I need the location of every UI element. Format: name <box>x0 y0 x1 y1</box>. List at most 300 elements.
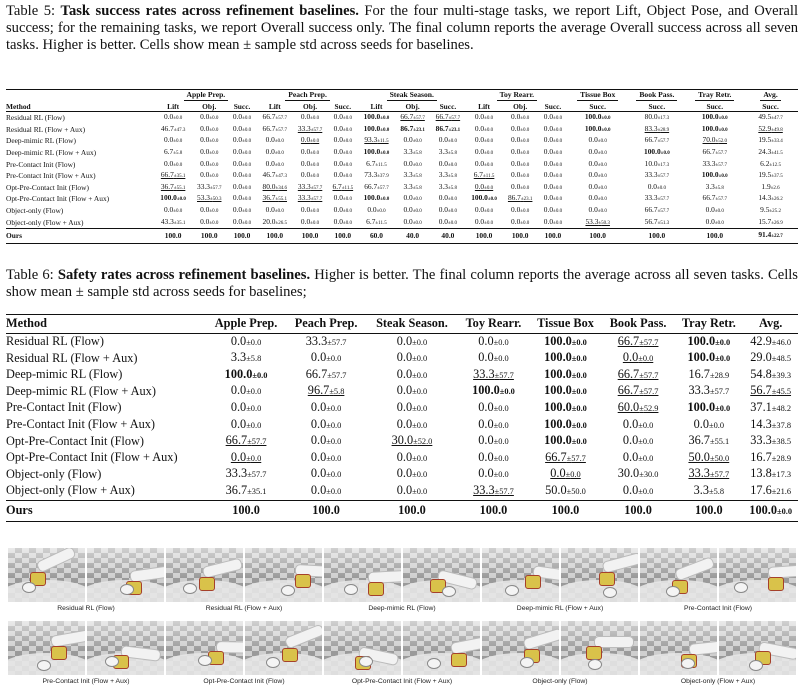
table5-cell <box>328 112 358 124</box>
manipulated-object <box>120 584 134 595</box>
table5-group-header <box>358 90 466 102</box>
cell-mean: 36.7 <box>225 482 248 497</box>
cell-std-value: 0.0 <box>486 220 494 226</box>
table5-cell <box>257 159 292 171</box>
table6-cell <box>458 400 529 417</box>
table6-cell <box>206 450 286 467</box>
cell-std: ± <box>412 453 417 463</box>
table5-cell <box>430 147 465 159</box>
cell-mean: 100.0 <box>471 193 488 203</box>
table6-ours-cell <box>674 500 743 522</box>
cell-std: ± <box>173 220 177 226</box>
table5-cell <box>686 112 743 124</box>
cell-std-value: 23.1 <box>416 127 425 133</box>
cell-std: ± <box>275 220 279 226</box>
cell-std: ± <box>274 162 278 168</box>
cell-std: ± <box>173 162 176 168</box>
cell-mean: 0.0 <box>200 204 210 214</box>
cell-mean: 0.0 <box>588 193 598 203</box>
table6-cell <box>366 483 458 500</box>
cell-std-value: 0.0 <box>555 150 563 156</box>
cell-mean: 100.0 <box>544 433 572 448</box>
cell-mean: 100.0 <box>334 231 352 241</box>
cell-std: ± <box>376 208 380 214</box>
cell-std: ± <box>342 150 346 156</box>
cell-std: ± <box>718 174 722 180</box>
table5-cell <box>538 159 568 171</box>
cell-std: ± <box>242 174 245 180</box>
table5-cell <box>292 205 327 217</box>
cell-mean: 0.0 <box>265 135 275 145</box>
table5-cell <box>395 217 430 229</box>
cell-std: ± <box>553 174 556 180</box>
table5-cell <box>227 217 257 229</box>
cell-std: ± <box>412 470 417 480</box>
table5-cell <box>155 147 192 159</box>
table5-subheader: Succ. <box>743 102 798 112</box>
cell-std: ± <box>275 116 279 122</box>
cell-std: ± <box>553 116 556 122</box>
cell-std: ± <box>771 139 775 145</box>
cell-std-value: 5.8 <box>450 150 458 156</box>
table5-cell <box>192 147 227 159</box>
cell-std: ± <box>242 127 245 133</box>
cell-mean: 33.3 <box>297 123 311 133</box>
cell-std-value: 0.0 <box>416 354 428 364</box>
table5-cell <box>430 170 465 182</box>
robot-arm <box>202 558 243 579</box>
table6-cell <box>674 333 743 350</box>
robot-arm <box>35 548 76 573</box>
table6-cell <box>458 466 529 483</box>
table5-empty-header <box>6 90 155 102</box>
cell-mean: 3.3 <box>403 170 413 180</box>
cell-std: ± <box>375 220 379 226</box>
figure-panel <box>8 621 164 691</box>
cell-std: ± <box>447 162 451 168</box>
cell-std: ± <box>173 174 177 180</box>
table6-cell <box>743 400 798 417</box>
cell-mean: 0.0 <box>310 466 327 481</box>
table5-ours-cell <box>328 229 358 244</box>
table6-cell <box>529 483 602 500</box>
cell-mean: 0.0 <box>647 181 657 191</box>
cell-mean: 33.3 <box>644 170 658 180</box>
manipulated-object <box>666 586 680 597</box>
table5-subheader: Lift <box>257 102 292 112</box>
manipulated-object <box>281 585 295 596</box>
table6-cell <box>674 350 743 367</box>
table6-cell <box>366 333 458 350</box>
cell-std-value: 0.0 <box>486 150 494 156</box>
cell-mean: 0.0 <box>396 416 413 431</box>
cell-mean: 100.0 <box>648 231 666 241</box>
table6-cell <box>206 483 286 500</box>
cell-std: ± <box>242 220 245 226</box>
table5-cell <box>155 112 192 124</box>
table6-cell <box>286 466 366 483</box>
cell-mean: 3.3 <box>693 482 709 497</box>
cell-std-value: 0.0 <box>244 150 252 156</box>
table5-group-header <box>155 90 258 102</box>
cell-mean: 0.0 <box>438 135 448 145</box>
cell-std: ± <box>639 403 644 413</box>
table5-cell <box>227 147 257 159</box>
table-row <box>6 170 798 182</box>
cell-std-value: 57.7 <box>714 470 730 480</box>
cell-std: ± <box>571 437 577 447</box>
cell-std: ± <box>412 139 416 145</box>
cell-mean: 0.0 <box>300 204 311 214</box>
cell-std-value: 0.0 <box>523 220 530 226</box>
cell-std: ± <box>173 185 177 191</box>
simulation-frame <box>719 621 796 675</box>
cell-std: ± <box>639 370 644 380</box>
cell-std-value: 5.8 <box>713 486 725 496</box>
table5-cell <box>155 217 192 229</box>
cell-mean: 0.0 <box>478 449 494 464</box>
table5-ours-cell <box>192 229 227 244</box>
cell-std-value: 47.3 <box>176 127 186 133</box>
cell-mean: 66.7 <box>400 112 414 122</box>
table5-subheader: Succ. <box>227 102 257 112</box>
cell-mean: 50.0 <box>545 482 567 497</box>
simulation-frame <box>324 621 401 675</box>
cell-std-value: 0.0 <box>244 139 252 145</box>
cell-std-value: 0.0 <box>277 208 284 214</box>
cell-std-value: 0.0 <box>450 220 458 226</box>
cell-mean: 100.0 <box>551 503 580 518</box>
table6-cell <box>743 350 798 367</box>
cell-std: ± <box>553 162 556 168</box>
cell-mean: 3.3 <box>403 146 413 156</box>
table6-cell <box>286 383 366 400</box>
table5-ours-cell <box>257 229 292 244</box>
table5-cell <box>395 135 430 147</box>
cell-mean: 0.0 <box>588 181 598 191</box>
cell-mean: 0.0 <box>474 146 485 156</box>
cell-mean: 66.7 <box>617 333 640 348</box>
cell-mean: 66.7 <box>702 146 716 156</box>
figure-panel <box>166 621 322 691</box>
cell-mean: 100.0 <box>544 366 572 381</box>
cell-mean: 100.0 <box>160 193 177 203</box>
cell-mean: 100.0 <box>687 350 716 365</box>
cell-std-value: 47.3 <box>278 174 288 180</box>
cell-std: ± <box>553 127 556 133</box>
cell-mean: 0.0 <box>333 204 343 214</box>
cell-std-value: 55.1 <box>278 197 288 203</box>
table6-cell <box>529 367 602 384</box>
cell-std: ± <box>714 208 718 214</box>
table5-cell <box>503 193 538 205</box>
simulation-frame <box>245 548 322 602</box>
table5-cell <box>568 205 627 217</box>
cell-mean: 33.3 <box>750 433 772 448</box>
cell-std: ± <box>176 197 180 203</box>
table-row <box>6 193 798 205</box>
cell-std-value: 57.7 <box>643 337 659 347</box>
table5-cell <box>503 217 538 229</box>
cell-std-value: 0.0 <box>486 185 494 191</box>
cell-mean: 0.0 <box>396 449 413 464</box>
cell-std-value: 0.0 <box>498 470 509 480</box>
cell-std-value: 28.9 <box>776 453 792 463</box>
cell-std-value: 0.0 <box>345 127 352 133</box>
panel-frames <box>640 621 796 675</box>
cell-mean: 0.0 <box>230 449 247 464</box>
simulation-frame <box>87 548 164 602</box>
cell-mean: 0.0 <box>333 193 343 203</box>
table6-cell <box>743 383 798 400</box>
cell-mean: 70.0 <box>702 135 716 145</box>
cell-std-value: 0.0 <box>450 197 458 203</box>
cell-std: ± <box>771 197 775 203</box>
cell-std: ± <box>209 127 213 133</box>
table5-cell <box>358 193 395 205</box>
cell-std: ± <box>494 370 500 380</box>
cell-mean: 33.3 <box>225 466 248 481</box>
cell-std-value: 0.0 <box>523 208 530 214</box>
cell-mean: 16.7 <box>688 366 710 381</box>
cell-mean: 0.0 <box>543 135 554 145</box>
cell-std-value: 11.5 <box>378 220 387 226</box>
method-name: Ours <box>6 229 155 244</box>
cell-mean: 100.0 <box>363 123 381 133</box>
cell-std: ± <box>708 420 714 430</box>
cell-std: ± <box>709 370 715 380</box>
cell-std: ± <box>209 116 213 122</box>
cell-std: ± <box>447 208 451 214</box>
table5-caption <box>6 3 798 54</box>
cell-mean: 100.0 <box>301 231 319 241</box>
table5-cell <box>466 135 503 147</box>
cell-std-value: 0.0 <box>486 139 494 145</box>
cell-std-value: 0.0 <box>383 116 390 122</box>
cell-std: ± <box>209 150 213 156</box>
cell-std: ± <box>771 337 777 347</box>
method-name: Pre-Contact Init (Flow + Aux) <box>6 171 96 181</box>
cell-std-value: 48.2 <box>776 403 792 413</box>
table5-cell <box>257 147 292 159</box>
cell-std-value: 26.5 <box>278 220 288 226</box>
cell-mean: 60.0 <box>369 231 383 241</box>
table5-cell <box>627 182 686 194</box>
manipulated-object <box>105 656 119 667</box>
table5-cell <box>192 135 227 147</box>
cell-std: ± <box>247 486 252 496</box>
cell-std-value: 57.7 <box>643 370 659 380</box>
cell-std-value: 57.7 <box>416 116 425 122</box>
cell-mean: 0.0 <box>474 123 485 133</box>
table5-cell <box>466 170 503 182</box>
cell-mean: 80.0 <box>262 181 276 191</box>
method-name: Opt-Pre-Contact Init (Flow + Aux) <box>6 194 110 204</box>
method-name: Deep-mimic RL (Flow + Aux) <box>6 383 156 398</box>
cell-std-value: 0.0 <box>498 403 509 413</box>
cell-std: ± <box>447 185 451 191</box>
cell-std-value: 0.0 <box>312 208 320 214</box>
table6-cell <box>286 433 366 450</box>
cell-std-value: 57.7 <box>499 486 514 496</box>
cell-std-value: 37.8 <box>776 420 792 430</box>
cell-mean: 10.0 <box>644 158 658 168</box>
manipulated-object <box>520 657 534 668</box>
cell-std-value: 0.0 <box>312 162 320 168</box>
table6-cell <box>743 333 798 350</box>
cell-mean: 33.3 <box>473 366 495 381</box>
table6-cell <box>743 433 798 450</box>
table5-cell <box>743 147 798 159</box>
table5-cell <box>743 159 798 171</box>
tabletop-surface <box>403 653 480 675</box>
cell-std: ± <box>380 197 384 203</box>
cell-std-value: 0.0 <box>642 354 654 364</box>
cell-std-value: 0.0 <box>555 208 563 214</box>
table6-cell <box>458 433 529 450</box>
table-row <box>6 205 798 217</box>
cell-mean: 100.0 <box>475 231 493 241</box>
cell-std-value: 57.7 <box>278 116 288 122</box>
table5-cell <box>358 147 395 159</box>
cell-std-value: 57.7 <box>251 470 267 480</box>
cell-std: ± <box>327 370 332 380</box>
cell-std: ± <box>571 403 577 413</box>
cell-std: ± <box>342 139 346 145</box>
table-row <box>6 112 798 124</box>
cell-std-value: 0.0 <box>555 116 563 122</box>
table5-cell <box>227 170 257 182</box>
table5-cell <box>328 159 358 171</box>
table5-cell <box>430 124 465 136</box>
cell-mean: 0.0 <box>478 466 494 481</box>
table5-cell <box>155 182 192 194</box>
table5-cell <box>686 217 743 229</box>
cell-std: ± <box>770 185 774 191</box>
cell-std-value: 0.0 <box>312 220 320 226</box>
cell-std-value: 0.0 <box>175 116 183 122</box>
cell-mean: 100.0 <box>472 383 500 398</box>
cell-std: ± <box>771 234 775 240</box>
table-row <box>6 182 798 194</box>
table5-cell <box>328 135 358 147</box>
cell-std-value: 0.0 <box>713 420 725 430</box>
cell-mean: 36.7 <box>160 181 174 191</box>
table5-group-header <box>743 90 798 102</box>
table5-ours-cell <box>686 229 743 244</box>
table5-cell <box>358 124 395 136</box>
panel-label: Pre-Contact Init (Flow) <box>684 605 752 612</box>
cell-mean: 0.0 <box>200 112 210 122</box>
panel-label: Residual RL (Flow) <box>57 605 115 612</box>
cell-mean: 91.4 <box>758 230 772 240</box>
table5-cell <box>538 124 568 136</box>
manipulated-object <box>749 660 763 671</box>
method-name: Deep-mimic RL (Flow) <box>6 367 123 382</box>
cell-std-value: 0.0 <box>250 337 262 347</box>
table5-cell <box>466 112 503 124</box>
cell-mean: 86.7 <box>435 123 449 133</box>
cell-std-value: 0.0 <box>244 127 252 133</box>
table6-cell <box>529 333 602 350</box>
cell-std: ± <box>718 127 722 133</box>
cell-std-value: 0.0 <box>244 116 252 122</box>
tabletop-surface <box>640 653 717 675</box>
table5-cell <box>627 135 686 147</box>
table6-caption-title: Safety rates across refinement baselines. <box>57 267 311 283</box>
table5-cell <box>430 159 465 171</box>
table6-cell <box>674 400 743 417</box>
cell-std-value: 50.0 <box>714 453 730 463</box>
cell-std-value: 0.0 <box>250 420 262 430</box>
table5-subheader: Obj. <box>292 102 327 112</box>
cell-mean: 0.0 <box>478 416 494 431</box>
table5-cell <box>466 193 503 205</box>
table6-cell <box>602 367 675 384</box>
table5-cell <box>227 124 257 136</box>
table6-ours-row <box>6 500 798 522</box>
cell-std-value: 55.1 <box>176 185 186 191</box>
table5-cell <box>743 135 798 147</box>
cell-std-value: 0.0 <box>277 162 284 168</box>
cell-mean: 0.0 <box>300 135 311 145</box>
cell-std: ± <box>412 174 416 180</box>
cell-mean: 100.0 <box>701 170 719 180</box>
table5-ours-cell <box>395 229 430 244</box>
cell-std-value: 0.0 <box>415 139 422 145</box>
simulation-frame <box>166 548 243 602</box>
robot-hand <box>295 574 311 588</box>
cell-std: ± <box>412 486 417 496</box>
table5-cell <box>358 205 395 217</box>
cell-std: ± <box>342 127 346 133</box>
cell-std: ± <box>638 420 643 430</box>
table5-cell <box>328 182 358 194</box>
cell-mean: 0.0 <box>622 433 639 448</box>
cell-std: ± <box>326 486 331 496</box>
cell-mean: 0.0 <box>310 350 327 365</box>
panel-frames <box>640 548 796 602</box>
cell-std: ± <box>771 437 777 447</box>
cell-std: ± <box>520 127 524 133</box>
cell-std: ± <box>657 139 661 145</box>
tabletop-surface <box>324 580 401 602</box>
cell-std-value: 0.0 <box>345 162 352 168</box>
table5-cell <box>155 135 192 147</box>
cell-mean: 9.5 <box>760 204 770 214</box>
table6-cell <box>286 450 366 467</box>
cell-std-value: 0.0 <box>330 354 342 364</box>
cell-std-value: 0.0 <box>555 162 563 168</box>
table5-group-header <box>627 90 686 102</box>
cell-std: ± <box>520 150 524 156</box>
robot-hand <box>199 577 215 591</box>
cell-std-value: 37.9 <box>379 174 389 180</box>
cell-mean: 0.0 <box>200 146 210 156</box>
cell-std-value: 35.1 <box>251 486 267 496</box>
robot-hand <box>51 646 67 660</box>
cell-std-value: 50.0 <box>571 486 586 496</box>
cell-std-value: 0.0 <box>555 197 563 203</box>
table5-cell <box>192 193 227 205</box>
cell-mean: 0.0 <box>230 399 247 414</box>
cell-std: ± <box>447 174 451 180</box>
cell-std: ± <box>714 220 718 226</box>
table-row <box>6 400 798 417</box>
cell-mean: 0.0 <box>300 216 311 226</box>
robot-hand <box>525 575 541 589</box>
cell-std-value: 57.7 <box>643 387 659 397</box>
